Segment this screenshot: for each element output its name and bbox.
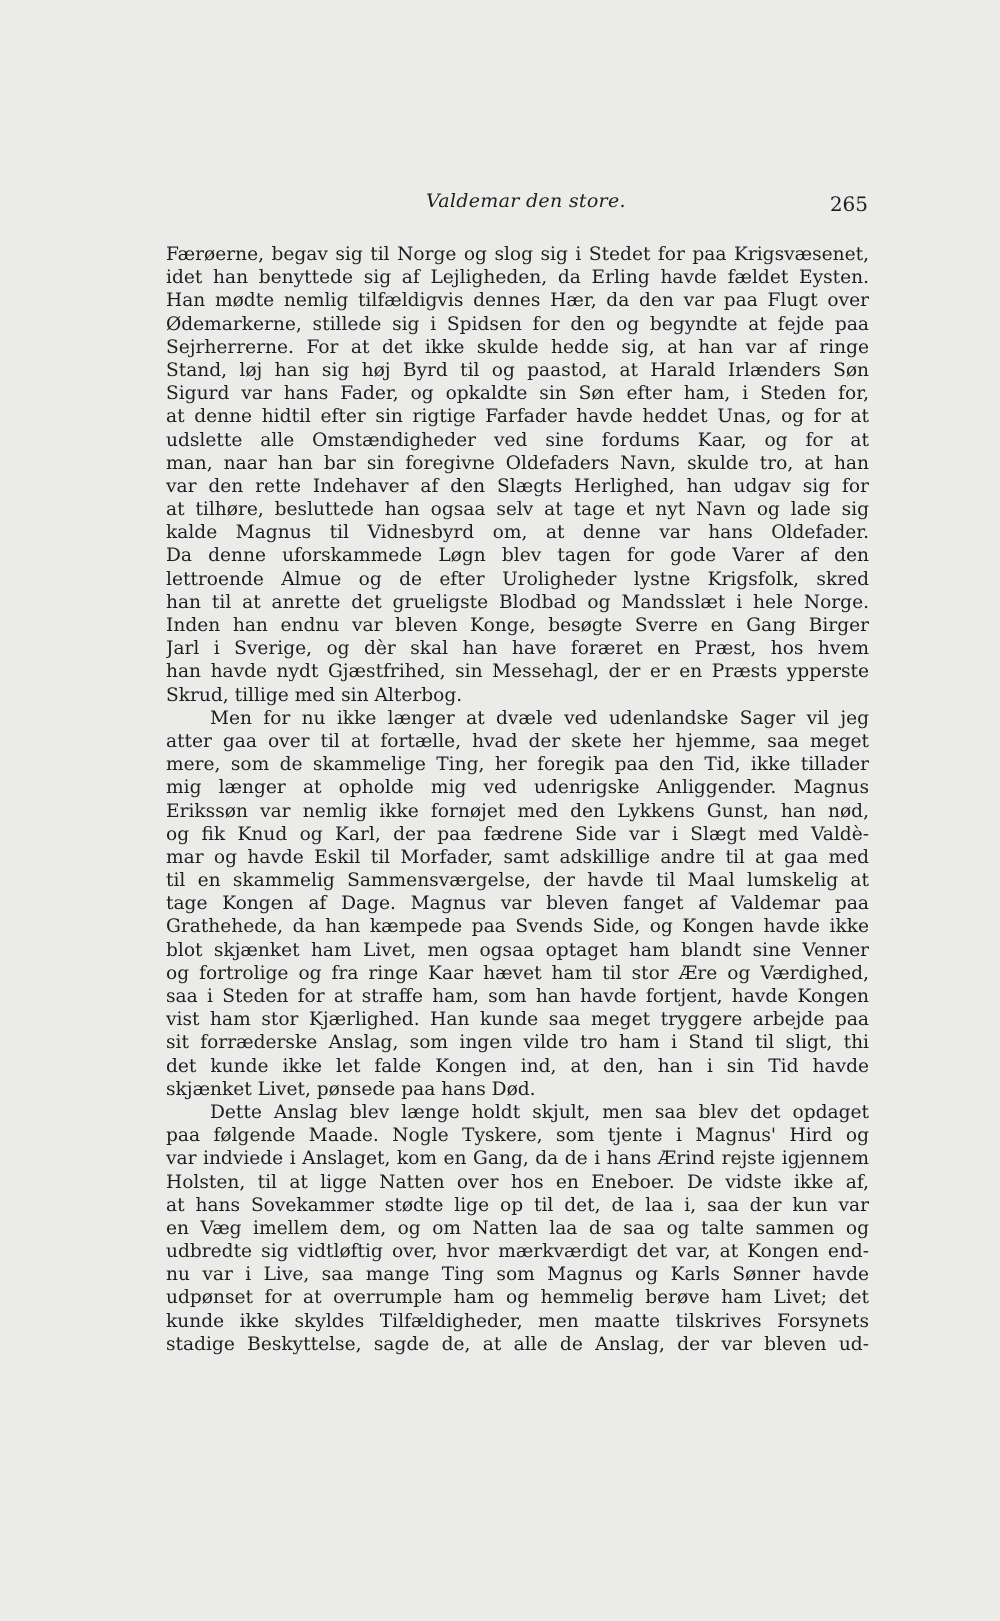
text-line: Stand, løj han sig høj Byrd til og paastod, at Harald Irlænders Søn [166,359,869,381]
text-line: Skrud, tillige med sin Alterbog. [166,684,463,706]
text-line: til en skammelig Sammensværgelse, der havde til Maal lumskelig at [166,870,869,892]
text-line: paa følgende Maade. Nogle Tyskere, som tjente i Magnus' Hird og [166,1125,869,1147]
body-text [166,243,869,1356]
text-line: det kunde ikke let falde Kongen ind, at den, han i sin Tid havde [166,1055,869,1077]
text-line: Han mødte nemlig tilfældigvis dennes Hær, da den var paa Flugt over [166,290,869,312]
text-line: og fik Knud og Karl, der paa fædrene Side var i Slægt med Valdè- [166,823,869,845]
text-line: var indviede i Anslaget, kom en Gang, da de i hans Ærind rejste igjennem [166,1148,869,1170]
text-line: en Væg imellem dem, og om Natten laa de saa og talte sammen og [166,1217,869,1239]
text-line: udbredte sig vidtløftig over, hvor mærkværdigt det var, at Kongen end- [166,1241,869,1263]
text-line: han havde nydt Gjæstfrihed, sin Messehagl, der er en Præsts ypperste [166,661,869,683]
text-line: og fortrolige og fra ringe Kaar hævet ham til stor Ære og Værdighed, [166,962,869,984]
text-line: saa i Steden for at straffe ham, som han havde fortjent, havde Kongen [166,986,869,1007]
text-line: nu var i Live, saa mange Ting som Magnus og Karls Sønner havde [166,1264,869,1286]
text-line: kalde Magnus til Vidnesbyrd om, at denne var hans Oldefader. [166,522,869,544]
text-line: Holsten, til at ligge Natten over hos en Eneboer. De vidste ikke af, [166,1171,869,1193]
text-line: Dette Anslag blev længe holdt skjult, men saa blev det opdaget [210,1101,869,1123]
text-line: stadige Beskyttelse, sagde de, at alle de Anslag, der var bleven ud- [166,1333,869,1355]
page-header [166,190,868,220]
text-line: tage Kongen af Dage. Magnus var bleven fanget af Valdemar paa [166,893,869,915]
text-line: lettroende Almue og de efter Uroligheder lystne Krigsfolk, skred [166,568,869,590]
text-line: udpønset for at overrumple ham og hemmelig berøve ham Livet; det [166,1287,869,1309]
text-line: Da denne uforskammede Løgn blev tagen for gode Varer af den [166,545,869,567]
text-line: Sejrherrerne. For at det ikke skulde hedde sig, at han var af ringe [166,336,869,358]
text-line: vist ham stor Kjærlighed. Han kunde saa meget tryggere arbejde paa [166,1009,869,1031]
text-line: Inden han endnu var bleven Konge, besøgte Sverre en Gang Birger [166,615,869,636]
text-line: var den rette Indehaver af den Slægts Herlighed, han udgav sig for [166,475,869,497]
running-title: Valdemar den store. [426,190,626,212]
text-line: sit forræderske Anslag, som ingen vilde tro ham i Stand til sligt, thi [166,1032,869,1054]
text-line: mar og havde Eskil til Morfader, samt adskillige andre til at gaa med [166,846,869,868]
text-line: mig længer at opholde mig ved udenrigske Anliggender. Magnus [166,777,869,799]
page-number: 265 [829,192,868,216]
text-line: Sigurd var hans Fader, og opkaldte sin Søn efter ham, i Steden for, [166,383,869,405]
text-line: Færøerne, begav sig til Norge og slog sig i Stedet for paa Krigsvæsenet, [166,244,869,265]
text-line: mere, som de skammelige Ting, her foregik paa den Tid, ikke tillader [166,754,869,776]
text-line: Erikssøn var nemlig ikke fornøjet med den Lykkens Gunst, han nød, [166,800,869,822]
text-line: Men for nu ikke længer at dvæle ved udenlandske Sager vil jeg [210,707,869,729]
text-line: at hans Sovekammer stødte lige op til det, de laa i, saa der kun var [166,1194,869,1216]
text-line: idet han benyttede sig af Lejligheden, da Erling havde fældet Eysten. [166,267,869,289]
text-line: at tilhøre, besluttede han ogsaa selv at tage et nyt Navn og lade sig [166,499,869,521]
text-line: skjænket Livet, pønsede paa hans Død. [166,1078,536,1100]
text-line: Grathehede, da han kæmpede paa Svends Side, og Kongen havde ikke [166,916,869,938]
text-line: Jarl i Sverige, og dèr skal han have foræret en Præst, hos hvem [166,638,869,660]
text-line: kunde ikke skyldes Tilfældigheder, men maatte tilskrives Forsynets [166,1310,869,1332]
text-line: Ødemarkerne, stillede sig i Spidsen for den og begyndte at fejde paa [166,313,869,335]
text-line: at denne hidtil efter sin rigtige Farfader havde heddet Unas, og for at [166,406,869,428]
text-line: man, naar han bar sin foregivne Oldefaders Navn, skulde tro, at han [166,452,869,474]
text-line: blot skjænket ham Livet, men ogsaa optaget ham blandt sine Venner [166,939,869,961]
text-line: udslette alle Omstændigheder ved sine fordums Kaar, og for at [166,429,869,451]
text-line: han til at anrette det grueligste Blodbad og Mandsslæt i hele Norge. [166,591,869,613]
text-line: atter gaa over til at fortælle, hvad der skete her hjemme, saa meget [166,730,869,752]
